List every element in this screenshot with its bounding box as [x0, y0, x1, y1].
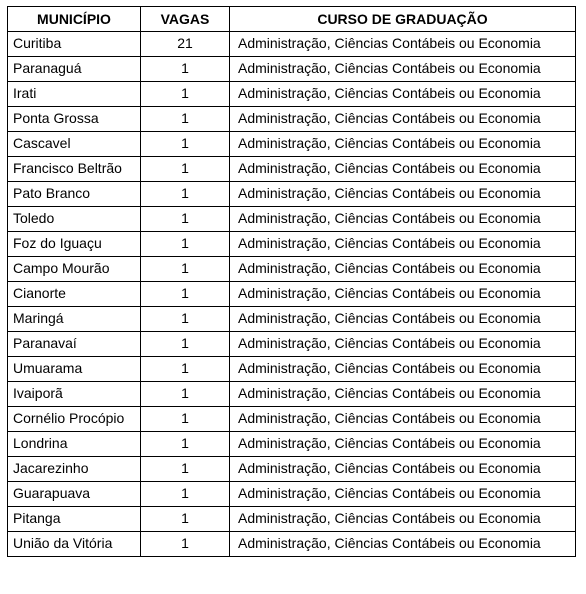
table-body	[8, 32, 576, 557]
cell-curso: Administração, Ciências Contábeis ou Economia	[230, 207, 576, 232]
table-row	[8, 307, 576, 332]
cell-municipio: Umuarama	[8, 357, 141, 382]
cell-vagas: 1	[141, 282, 230, 307]
cell-vagas: 1	[141, 157, 230, 182]
table-row	[8, 407, 576, 432]
cell-vagas: 21	[141, 32, 230, 57]
header-curso: CURSO DE GRADUAÇÃO	[230, 7, 576, 32]
table-row	[8, 132, 576, 157]
cell-curso: Administração, Ciências Contábeis ou Economia	[230, 457, 576, 482]
cell-municipio: Irati	[8, 82, 141, 107]
table-row	[8, 482, 576, 507]
cell-curso: Administração, Ciências Contábeis ou Economia	[230, 532, 576, 557]
cell-municipio: Ponta Grossa	[8, 107, 141, 132]
table-row	[8, 207, 576, 232]
cell-curso: Administração, Ciências Contábeis ou Economia	[230, 57, 576, 82]
header-row	[8, 7, 576, 32]
cell-curso: Administração, Ciências Contábeis ou Economia	[230, 382, 576, 407]
cell-curso: Administração, Ciências Contábeis ou Economia	[230, 357, 576, 382]
cell-curso: Administração, Ciências Contábeis ou Economia	[230, 407, 576, 432]
cell-municipio: Pitanga	[8, 507, 141, 532]
cell-vagas: 1	[141, 207, 230, 232]
cell-curso: Administração, Ciências Contábeis ou Economia	[230, 257, 576, 282]
cell-municipio: Ivaiporã	[8, 382, 141, 407]
cell-municipio: Jacarezinho	[8, 457, 141, 482]
cell-municipio: Pato Branco	[8, 182, 141, 207]
cell-municipio: União da Vitória	[8, 532, 141, 557]
cell-curso: Administração, Ciências Contábeis ou Economia	[230, 307, 576, 332]
cell-curso: Administração, Ciências Contábeis ou Economia	[230, 482, 576, 507]
cell-municipio: Toledo	[8, 207, 141, 232]
table-header	[8, 7, 576, 32]
table-row	[8, 282, 576, 307]
cell-vagas: 1	[141, 232, 230, 257]
cell-vagas: 1	[141, 482, 230, 507]
table-row	[8, 357, 576, 382]
cell-curso: Administração, Ciências Contábeis ou Economia	[230, 32, 576, 57]
table-row	[8, 32, 576, 57]
table-row	[8, 82, 576, 107]
cell-vagas: 1	[141, 257, 230, 282]
cell-municipio: Cianorte	[8, 282, 141, 307]
table-row	[8, 107, 576, 132]
table-row	[8, 257, 576, 282]
cell-curso: Administração, Ciências Contábeis ou Economia	[230, 507, 576, 532]
cell-municipio: Cascavel	[8, 132, 141, 157]
table-row	[8, 382, 576, 407]
cell-vagas: 1	[141, 182, 230, 207]
cell-municipio: Foz do Iguaçu	[8, 232, 141, 257]
table-row	[8, 457, 576, 482]
table-row	[8, 57, 576, 82]
cell-municipio: Maringá	[8, 307, 141, 332]
cell-vagas: 1	[141, 107, 230, 132]
cell-vagas: 1	[141, 357, 230, 382]
cell-curso: Administração, Ciências Contábeis ou Economia	[230, 132, 576, 157]
cell-vagas: 1	[141, 532, 230, 557]
cell-curso: Administração, Ciências Contábeis ou Economia	[230, 182, 576, 207]
cell-curso: Administração, Ciências Contábeis ou Economia	[230, 107, 576, 132]
cell-municipio: Paranaguá	[8, 57, 141, 82]
cell-curso: Administração, Ciências Contábeis ou Economia	[230, 82, 576, 107]
cell-curso: Administração, Ciências Contábeis ou Economia	[230, 232, 576, 257]
header-municipio: MUNICÍPIO	[8, 7, 141, 32]
table-row	[8, 507, 576, 532]
cell-municipio: Guarapuava	[8, 482, 141, 507]
cell-municipio: Campo Mourão	[8, 257, 141, 282]
cell-vagas: 1	[141, 382, 230, 407]
cell-curso: Administração, Ciências Contábeis ou Economia	[230, 157, 576, 182]
table-row	[8, 157, 576, 182]
cell-vagas: 1	[141, 457, 230, 482]
cell-vagas: 1	[141, 307, 230, 332]
table-row	[8, 432, 576, 457]
table-row	[8, 332, 576, 357]
table-row	[8, 232, 576, 257]
cell-vagas: 1	[141, 132, 230, 157]
cell-vagas: 1	[141, 407, 230, 432]
header-vagas: VAGAS	[141, 7, 230, 32]
cell-municipio: Londrina	[8, 432, 141, 457]
table-row	[8, 532, 576, 557]
cell-vagas: 1	[141, 57, 230, 82]
cell-municipio: Cornélio Procópio	[8, 407, 141, 432]
cell-curso: Administração, Ciências Contábeis ou Economia	[230, 282, 576, 307]
cell-municipio: Curitiba	[8, 32, 141, 57]
cell-vagas: 1	[141, 507, 230, 532]
vagas-table	[7, 6, 576, 557]
cell-curso: Administração, Ciências Contábeis ou Economia	[230, 332, 576, 357]
cell-vagas: 1	[141, 82, 230, 107]
cell-vagas: 1	[141, 432, 230, 457]
cell-municipio: Francisco Beltrão	[8, 157, 141, 182]
cell-curso: Administração, Ciências Contábeis ou Economia	[230, 432, 576, 457]
cell-municipio: Paranavaí	[8, 332, 141, 357]
cell-vagas: 1	[141, 332, 230, 357]
table-row	[8, 182, 576, 207]
